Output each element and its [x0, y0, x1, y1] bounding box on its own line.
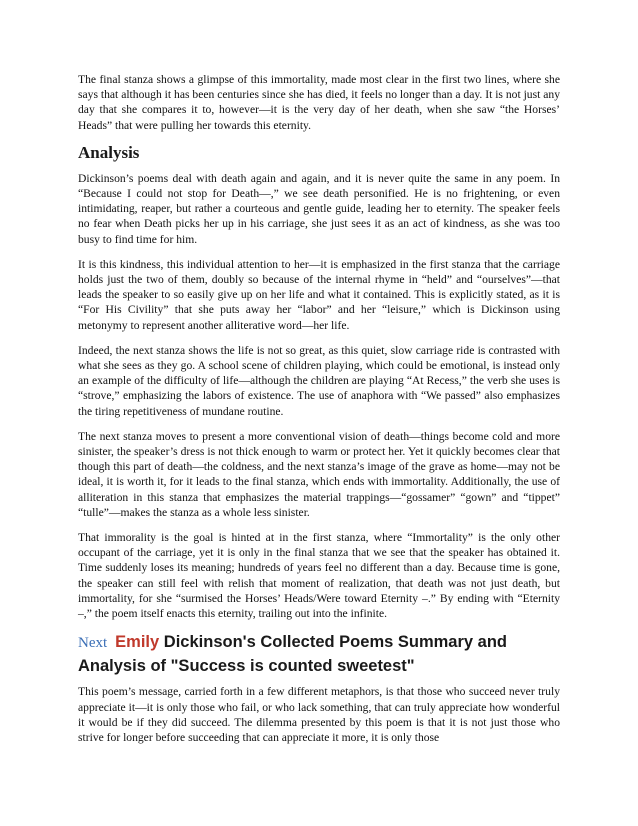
- analysis-paragraph-2: It is this kindness, this individual attention to her—it is emphasized in the first stanza that the carriage holds just the two of them, doubly so because of the internal rhyme in “held” and “ourselves”—that leads the speaker to so easily give up on her life and what it contained. This is explicitly stated, as it is “For His Civility” that she puts away her “labor” and her “leisure,” which is Dickinson using metonymy to represent another alliterative word—her life.: [78, 257, 560, 332]
- analysis-paragraph-3: Indeed, the next stanza shows the life is not so great, as this quiet, slow carriage ride is contrasted with what she sees as they go. A school scene of children playing, which could be emotional, is instead only an example of the difficulty of life—although the children are playing “At Recess,” the verb she uses is “strove,” emphasizing the labors of existence. The use of anaphora with “We passed” also emphasizes the tiring repetitiveness of mundane routine.: [78, 343, 560, 418]
- next-title-rest[interactable]: Dickinson's Collected Poems Summary and Analysis of "Success is counted sweetest": [78, 633, 507, 676]
- analysis-paragraph-5: That immorality is the goal is hinted at in the first stanza, where “Immortality” is the only other occupant of the carriage, yet it is only in the final stanza that we see that the speaker has obtained it. Time suddenly loses its meaning; hundreds of years feel no different than a day. Because time is gone, the speaker can still feel with relish that moment of realization, that death was not just death, but immortality, for she “surmised the Horses’ Heads/Were toward Eternity –.” By ending with “Eternity –,” the poem itself enacts this eternity, trailing out into the infinite.: [78, 531, 560, 621]
- intro-paragraph: The final stanza shows a glimpse of this immortality, made most clear in the first two lines, where she says that although it has been centuries since she has died, it feels no longer than a day. It is not just any day that she compares it to, however—it is the very day of her death, when she saw “the Horses’ Heads” that were pulling her towards this eternity.: [78, 73, 560, 132]
- next-section-title[interactable]: [78, 633, 507, 675]
- analysis-paragraph-1: Dickinson’s poems deal with death again and again, and it is never quite the same in any poem. In “Because I could not stop for Death—,” we see death personified. He is no frightening, or even intimidating, reaper, but rather a courteous and gentle guide, leading her to eternity. The speaker feels no fear when Death picks her up in his carriage, she just sees it as an act of kindness, as she was too busy to find time for him.: [78, 171, 560, 246]
- next-label[interactable]: Next: [78, 635, 108, 652]
- document-page: [78, 72, 560, 755]
- analysis-paragraph-4: The next stanza moves to present a more conventional vision of death—things become cold and more sinister, the speaker’s dress is not thick enough to warm or protect her. Yet it quickly becomes clear that though this part of death—the coldness, and the next stanza’s image of the grave as home—may not be ideal, it is worth it, for it leads to the final stanza, which ends with immortality. Additionally, the use of alliteration in this stanza that emphasizes the material trappings—“gossamer” “gown” and “tippet” “tulle”—makes the stanza as a whole less sinister.: [78, 429, 560, 519]
- next-title-first-word[interactable]: Emily: [115, 633, 160, 652]
- next-section-link[interactable]: [78, 631, 560, 678]
- next-section-paragraph: This poem’s message, carried forth in a few different metaphors, is that those who succeed never truly appreciate it—it is only those who fail, or who lack something, that can truly appreciate how wonderful it would be if they did succeed. The dilemma presented by this poem is that it is not just those who strive for longer before succeeding that can appreciate it more, it is only those: [78, 685, 560, 744]
- analysis-heading: Analysis: [78, 142, 140, 162]
